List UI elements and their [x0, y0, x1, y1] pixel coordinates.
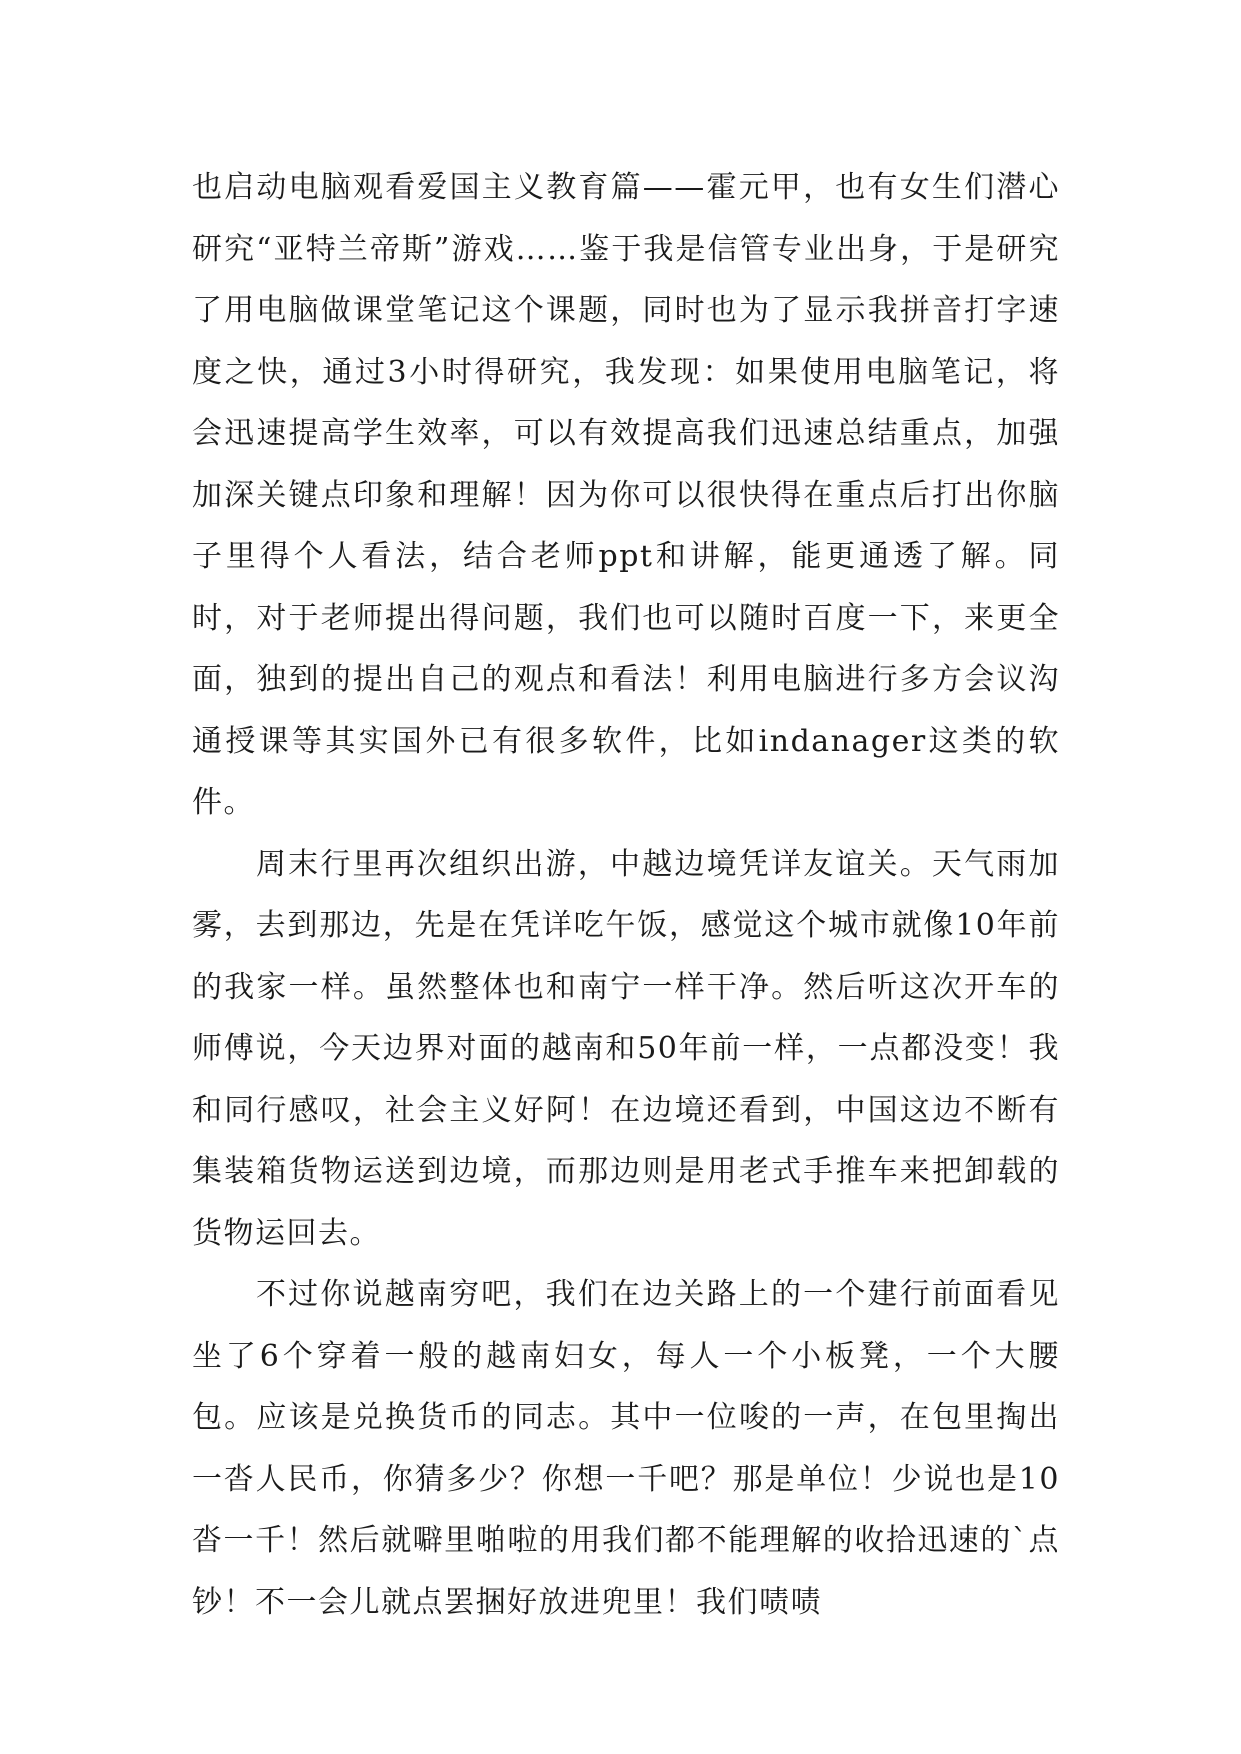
paragraph-1: 也启动电脑观看爱国主义教育篇——霍元甲，也有女生们潜心研究“亚特兰帝斯”游戏……鉴于我是信管专业出身，于是研究了用电脑做课堂笔记这个课题，同时也为了显示我拼音打字速度之快，通过3小时得研究，我发现：如果使用电脑笔记，将会迅速提高学生效率，可以有效提高我们迅速总结重点，加强加深关键点印象和理解！因为你可以很快得在重点后打出你脑子里得个人看法，结合老师ppt和讲解，能更通透了解。同时，对于老师提出得问题，我们也可以随时百度一下，来更全面，独到的提出自己的观点和看法！利用电脑进行多方会议沟通授课等其实国外已有很多软件，比如indanager这类的软件。 [192, 170, 1060, 820]
body-text [192, 157, 1060, 1633]
paragraph-3: 不过你说越南穷吧，我们在边关路上的一个建行前面看见坐了6个穿着一般的越南妇女，每人一个小板凳，一个大腰包。应该是兑换货币的同志。其中一位唆的一声，在包里掏出一沓人民币，你猜多少？你想一千吧？那是单位！少说也是10沓一千！然后就噼里啪啦的用我们都不能理解的收拾迅速的`点钞！不一会儿就点罢捆好放进兜里！我们啧啧 [192, 1277, 1060, 1620]
paragraph-2: 周末行里再次组织出游，中越边境凭详友谊关。天气雨加雾，去到那边，先是在凭详吃午饭，感觉这个城市就像10年前的我家一样。虽然整体也和南宁一样干净。然后听这次开车的师傅说，今天边界对面的越南和50年前一样，一点都没变！我和同行感叹，社会主义好阿！在边境还看到，中国这边不断有集装箱货物运送到边境，而那边则是用老式手推车来把卸载的货物运回去。 [192, 846, 1060, 1251]
